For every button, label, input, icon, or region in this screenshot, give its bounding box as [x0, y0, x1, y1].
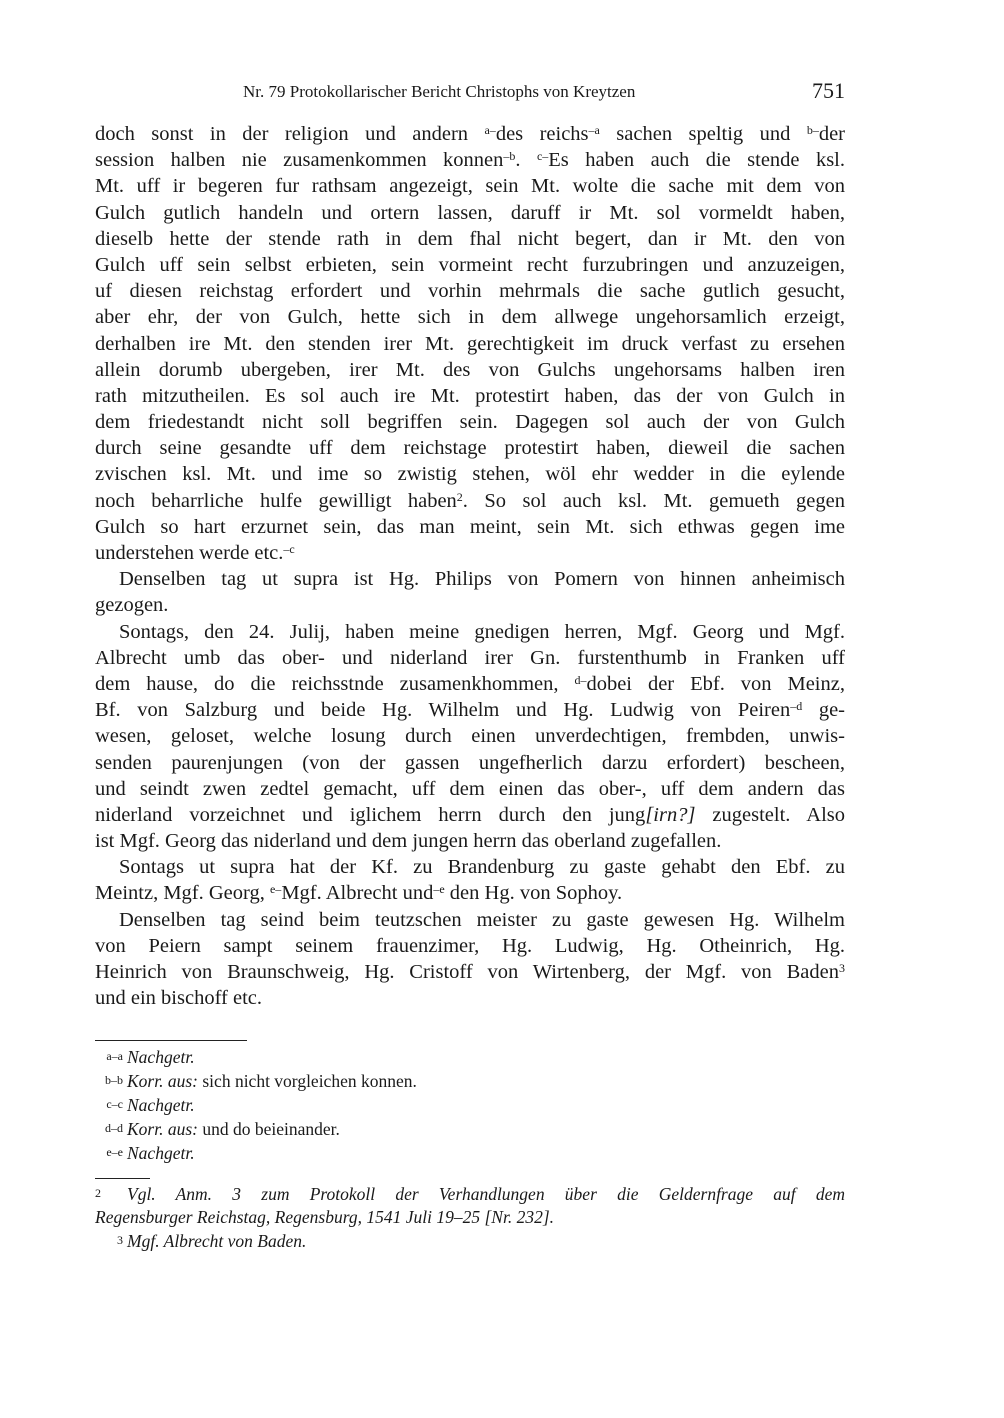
text-run: Sontags, den 24. Julij, haben meine gnedigen herren, Mgf. Georg und Mgf. [119, 620, 845, 643]
page-header [95, 78, 845, 106]
note-marker: –d [790, 699, 803, 714]
note-label: Korr. aus: [127, 1071, 198, 1091]
text-run: derhalben ire Mt. den stenden irer Mt. gerechtigkeit im druck verfast zu ersehen [95, 332, 845, 355]
text-run: den Hg. von Sophoy. [444, 882, 623, 905]
note-label: Korr. aus: [127, 1119, 198, 1139]
text-run: Gulch uff sein selbst erbieten, sein vormeint recht furzubringen und anzuzeigen, [95, 253, 845, 276]
footnote-text: Regensburger Reichstag, Regensburg, 1541 Juli 19–25 [Nr. 232]. [95, 1207, 555, 1227]
text-line [95, 226, 845, 252]
text-line [95, 828, 845, 854]
note-marker: e– [269, 882, 282, 897]
text-run: Meintz, Mgf. Georg, [95, 882, 270, 905]
text-run: senden paurenjungen (von der gassen ungefherlich darzu erfordert) bescheen, [95, 751, 845, 774]
note-label: Nachgetr. [127, 1095, 195, 1115]
text-line [95, 304, 845, 330]
text-run: doch sonst in der religion und andern [95, 123, 485, 145]
text-line [95, 147, 845, 173]
main-text [95, 121, 845, 1011]
textual-note [95, 1117, 845, 1141]
text-line [95, 671, 845, 697]
text-run: ge- [802, 699, 845, 722]
note-marker: d– [574, 672, 587, 687]
note-marker: –c [283, 542, 295, 556]
text-run: dieselb hette der stende rath in dem fhal nicht begert, dan ir Mt. den von [95, 227, 845, 250]
text-run: der [818, 123, 845, 145]
text-line [95, 435, 845, 461]
text-line [95, 252, 845, 278]
text-line [95, 880, 845, 906]
text-line [95, 854, 845, 880]
text-run: Mt. uff ir begeren fur rathsam angezeigt, sein Mt. wolte die sache mit dem von [95, 175, 845, 198]
footnote-mark: 2 [95, 1186, 101, 1200]
note-marker: c– [536, 149, 549, 164]
text-run: uf diesen reichstag erfordert und vorhin mehrmals die sache gutlich gesucht, [95, 280, 845, 303]
text-run: Albrecht umb das ober- und niderland irer Gn. furstenthumb in Franken uff [95, 646, 845, 669]
note-label: Nachgetr. [127, 1143, 195, 1163]
text-line [95, 331, 845, 357]
text-run: Mgf. Albrecht und [281, 882, 434, 905]
text-line [95, 540, 845, 566]
text-line [95, 514, 845, 540]
text-line [95, 461, 845, 487]
text-line [95, 121, 845, 147]
text-run: Gulch gutlich handeln und ortern lassen, daruff ir Mt. sol vormeldt haben, [95, 201, 845, 224]
text-run: Gulch so hart erzurnet sein, das man meint, sein Mt. sich ethwas gegen ime [95, 515, 845, 538]
note-label: Nachgetr. [127, 1047, 195, 1067]
text-line [95, 645, 845, 671]
text-run: dem hause, do die reichsstnde zusamenkhommen, [95, 672, 575, 695]
footnote-2-continued [95, 1206, 845, 1229]
footnote-mark: 3 [117, 1233, 123, 1247]
text-run: understehen werde etc. [95, 542, 284, 564]
text-run: ist Mgf. Georg das niderland und dem jungen herrn das oberland zugefallen. [95, 830, 722, 853]
text-run: und ein bischoff etc. [95, 987, 262, 1010]
note-mark: c–c [106, 1097, 123, 1111]
text-run: wesen, geloset, welche losung durch einen unverdechtigen, frembden, unwis- [95, 725, 845, 748]
text-line [95, 200, 845, 226]
note-text: sich nicht vorgleichen konnen. [198, 1071, 417, 1091]
note-marker: –e [433, 882, 445, 897]
editorial-insertion: [irn?] [645, 803, 696, 826]
text-run: dobei der Ebf. von Meinz, [586, 672, 845, 695]
textual-note [95, 1069, 845, 1093]
text-run: aber ehr, der von Gulch, hette sich in dem allwege ungehorsamlich erzeigt, [95, 306, 845, 329]
note-marker: b– [806, 123, 819, 137]
text-line [95, 592, 845, 618]
text-line [95, 723, 845, 749]
footnote-text: Mgf. Albrecht von Baden. [127, 1231, 307, 1251]
textual-notes-divider [95, 1040, 247, 1041]
text-line [95, 959, 845, 985]
text-line [95, 907, 845, 933]
text-line [95, 383, 845, 409]
note-mark: d–d [105, 1121, 123, 1135]
text-run: sachen speltig und [599, 123, 807, 145]
running-title: Nr. 79 Protokollarischer Bericht Christophs von Kreytzen [243, 82, 636, 101]
text-line [95, 619, 845, 645]
text-run: zvischen ksl. Mt. und ime so zwistig stehen, wöl ehr wedder in die eylende [95, 463, 845, 486]
note-marker: a– [484, 123, 496, 137]
text-run: Denselben tag seind beim teutzschen meister zu gaste gewesen Hg. Wilhelm [119, 908, 845, 931]
text-line [95, 278, 845, 304]
text-run: von Peiern sampt seinem frauenzimer, Hg. Ludwig, Hg. Otheinrich, Hg. [95, 934, 845, 957]
text-run: zugestelt. Also [695, 803, 845, 826]
text-run: Heinrich von Braunschweig, Hg. Cristoff von Wirtenberg, der Mgf. von Baden [95, 961, 839, 983]
footnotes [95, 1183, 845, 1253]
text-run: Denselben tag ut supra ist Hg. Philips von Pomern von hinnen anheimisch [119, 568, 845, 591]
text-line [95, 776, 845, 802]
text-line [95, 566, 845, 592]
text-run: Es haben auch die stende ksl. [548, 149, 845, 172]
note-marker: –b [503, 149, 516, 164]
note-marker: 2 [456, 489, 463, 504]
textual-notes [95, 1045, 845, 1165]
text-line [95, 488, 845, 514]
text-run: noch beharrliche hulfe gewilligt haben [95, 489, 457, 512]
text-line [95, 357, 845, 383]
text-line [95, 697, 845, 723]
text-line [95, 802, 845, 828]
footnotes-divider [95, 1178, 150, 1179]
page-number: 751 [812, 78, 845, 103]
text-run: . [515, 149, 537, 172]
text-run: gezogen. [95, 594, 169, 617]
textual-note [95, 1093, 845, 1117]
text-run: und seindt zwen zedtel gemacht, uff dem einen das ober-, uff dem andern das [95, 777, 845, 800]
note-mark: b–b [105, 1073, 123, 1087]
text-line [95, 750, 845, 776]
note-marker: –a [588, 123, 600, 137]
note-marker: 3 [839, 961, 845, 975]
text-run: durch seine gesandte uff dem reichstage protestirt haben, dieweil die sachen [95, 437, 845, 460]
footnote-text: Vgl. Anm. 3 zum Protokoll der Verhandlungen über die Geldernfrage auf dem [127, 1184, 845, 1204]
note-mark: e–e [106, 1145, 123, 1159]
textual-note [95, 1045, 845, 1069]
text-line [95, 933, 845, 959]
text-line [95, 985, 845, 1011]
text-run: Sontags ut supra hat der Kf. zu Brandenburg zu gaste gehabt den Ebf. zu [119, 856, 845, 879]
footnote-2 [95, 1183, 845, 1206]
text-run: rath mitzutheilen. Es sol auch ire Mt. protestirt haben, das der von Gulch in [95, 384, 845, 407]
footnote-3 [95, 1229, 845, 1253]
note-mark: a–a [106, 1049, 123, 1063]
textual-note [95, 1141, 845, 1165]
text-run: des reichs [495, 123, 589, 145]
text-run: session halben nie zusamenkommen konnen [95, 149, 504, 172]
text-run: niderland vorzeichnet und iglichem herrn durch den jung [95, 803, 646, 826]
text-run: . So sol auch ksl. Mt. gemueth gegen [462, 489, 845, 512]
text-line [95, 409, 845, 435]
text-line [95, 173, 845, 199]
text-run: dem friedestandt nicht soll begriffen sein. Dagegen sol auch der von Gulch [95, 411, 845, 434]
text-run: allein dorumb ubergeben, irer Mt. des von Gulchs ungehorsams halben iren [95, 358, 845, 381]
note-text: und do beieinander. [198, 1119, 340, 1139]
text-run: Bf. von Salzburg und beide Hg. Wilhelm und Hg. Ludwig von Peiren [95, 699, 791, 722]
